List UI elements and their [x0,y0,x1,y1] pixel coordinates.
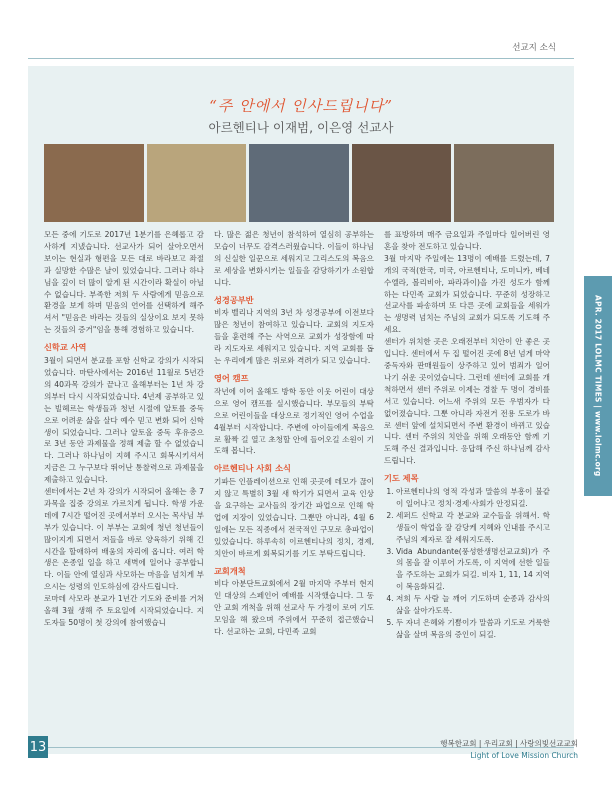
prayer-item: 2. 세퍼드 신학교 각 분교와 교수들을 위해서. 학생들이 학업을 잘 감당케 지혜와 인내를 주시고 주님의 제자로 잘 세워지도록. [396,510,550,546]
paragraph: 기파든 인플레이션으로 인해 곳곳에 데모가 끊이지 않고 특별히 3월 새 학기가 되면서 교육 인상을 요구하는 교사들의 장기간 파업으로 인해 학업에 지장이 있었습니다. 그뿐만 아니라, 4월 6일에는 모든 직종에서 전국적인 구모로 총파업이 있었습니다. 하루속히 이르헨티나의 정치, 경제, 치안이 바르게 회복되기를 기도 부탁드립니다. [214,477,374,558]
column-right [384,229,550,641]
column-middle [214,229,374,638]
footer-church-korean: 행복한교회 | 우리교회 | 사랑의빛선교교회 [440,739,578,748]
header-divider [28,58,574,59]
photo-worship-group [352,144,452,222]
photo-strip [44,144,554,222]
section-label: 선교지 소식 [512,43,556,53]
paragraph: 3월 마지막 주일에는 13명이 예배를 드렸는데, 7개의 국적(한국, 미국, 아르헨티나, 도미니카, 베네수엘라, 볼리비아, 파라과이)을 가진 성도가 함께하는 다민족 교회가 되었습니다. 꾸준히 성장하고 선교사를 파송하며 또 다른 곳에 교회들을 세워가는 생명력 넘치는 주님의 교회가 되도록 기도해 주세요. [384,253,550,335]
section-heading: 기도 제목 [384,473,419,484]
photo-bible-study [44,144,144,222]
paragraph: 3월이 되면서 분교를 포함 신학교 강의가 시작되었습니다. 마탄사에서는 2016년 11월로 5년간의 40과목 강의가 끝나고 올해부터는 1년 차 강의부터 다시 시작되었습니다. 4년제 공부하고 있는 빌헤르는 학생들과 청년 시절에 알토를 중독으로 어려운 삶을 살다 예수 믿고 변화 되어 신학생이 되었습니다. 그러나 알토올 중독 후유증으로 3년 동안 과제물을 정해 제출 할 수 없었습니다. 그러나 하나님이 지혜 주시고 회복시키셔서 지금은 그 누구보다 뛰어난 통찰력으로 과제물을 제출하고 있습니다. [44,356,204,485]
paragraph: 모든 중에 기도로 2017년 1분기를 은혜롭고 감사하게 지냈습니다. 선교사가 되어 살아오면서 보이는 현실과 형편을 모든 대로 바라보고 좌절과 실망한 수많은 날이 있었습니다. 그러나 하나님을 깊이 더 많이 알게 된 시간이라 확실이 아닐 수 없습니다. 부족한 저희 두 사람에게 믿음으로 환경을 보게 하며 믿음의 언어를 선택하게 해주셔서 "믿음은 바라는 것들의 실상이요 보지 못하는 것들의 증거"임을 통해 경험하고 있습니다. [44,230,204,335]
article-title: “주 안에서 인사드립니다” [209,97,393,115]
section-heading: 교회개척 [214,565,246,576]
page-number: 13 [28,736,48,758]
paragraph: 비자 벨리나 지역의 3년 차 성경공부에 이전보다 많은 청년이 참여하고 있습니다. 교회의 지도자들을 훈련해 주는 사역으로 교회가 성장함에 따라 지도자로 세워지고 있습니다. 지역 교회를 돕는 우리에게 많은 위로와 격려가 되고 있습니다. [214,308,374,366]
section-heading: 영어 캠프 [214,372,249,383]
paragraph: 다. 많은 젊은 청년이 참석하여 열심히 공부하는 모습이 너무도 감격스러웠습니다. 이들이 하나님의 신실한 일꾼으로 세워지고 그리스도의 복음으로 세상을 변화시키는 일들을 감당하기가 소원합니다. [214,230,374,287]
issue-side-text: APR. 2017 LOLMC TIMES | www.lolmc.org [593,295,603,477]
photo-street-rally [147,144,247,222]
paragraph: 를 표방하며 매주 금요일과 주일마다 일어버린 영혼을 찾아 전도하고 있습니다. [384,230,550,251]
paragraph: 센터에서는 2년 차 강의가 시작되어 올해는 총 7과목을 집중 강의로 가르치게 됩니다. 학생 가운데에 7시간 떨어진 곳에서부터 오시는 목사님 부부가 있습니다. 이 부부는 교회에 청년 청년들이 많이지게 되면서 저들을 바로 양육하기 위해 긴 시간을 할애하여 배움의 자리에 옵니다. 여러 학생은 온종일 일을 하고 새벽에 일어나 공부합니다. 이들 안에 열심과 사모하는 마음을 넘치게 부으시는 성령의 인도하심에 감사드립니다. [44,487,204,592]
paragraph: 작년에 이어 올해도 방학 동안 이웃 어린이 대상으로 영어 캠프를 실시했습니다. 부모들의 부탁으로 어린이들을 대상으로 정기적인 영어 수업을 4월부터 시작합니다. 주변에 아이들에게 복음으로 활짝 길 열고 초청할 안에 들어오길 소원이 기도해 봅니다. [214,386,374,456]
prayer-item: 5. 두 자녀 은혜와 기쁨이가 말씀과 기도로 거룩한 삶을 살며 복음의 증인이 되길. [396,617,550,641]
prayer-item: 3. Vida Abundante(풍성한생명선교교회)가 주의 몸을 잘 이루어 가도록, 이 지역에 선한 일들을 주도하는 교회가 되길. 비자 1, 11, 14 지역이 복음화되길. [396,546,550,594]
paragraph: 센터가 위치한 곳은 오래전부터 치안이 안 좋은 곳입니다. 센터에서 두 집 떨어진 곳에 8년 넘게 마약 중독자와 판매원들이 상주하고 있어 범죄가 일어나기 쉬운 곳이었습니다. 그런데 센터에 교회를 개척하면서 센터 주위로 이제는 경찰 두 명이 경비를 서고 있습니다. 어느새 주위의 모든 우범자가 다 없어졌습니다. 그뿐 아니라 자전거 전용 도로가 바로 센터 앞에 설치되면서 주변 환경이 바뀌고 있습니다. 센터 주위의 치안을 위해 오래동안 함께 기도해 주신 결과입니다. 응답해 주신 하나님께 감사드립니다. [384,337,550,466]
article-subtitle: 아르헨티나 이재범, 이은영 선교사 [208,120,394,135]
photo-missionary-couple [454,144,554,222]
section-heading: 신학교 사역 [44,342,87,353]
footer-church-english: Light of Love Mission Church [470,751,578,760]
section-heading: 아르헨티나 사회 소식 [214,463,291,474]
paragraph: 비다 아분단트교회에서 2월 마지막 주부터 현지인 대상의 스페인어 예배를 시작했습니다. 그 동안 교회 개척을 위해 선교사 두 가정이 로여 기도 모임을 해 왔으며 주위에서 꾸준히 접근했습니다. 선교하는 교회, 다민족 교회 [214,579,374,637]
photo-children [249,144,349,222]
paragraph: 로마데 사모라 분교가 1년간 기도와 준비를 거쳐 올해 3월 생해 주 토요일에 시작되었습니다. 지도자들 50명이 첫 강의에 참여했습니 [44,594,204,627]
prayer-item: 4. 저희 두 사람 늘 깨어 기도하며 순종과 감사의 삶을 살아가도록. [396,593,550,617]
prayer-item: 1. 아르헨티나의 영적 각성과 말씀의 부흥이 불같이 일어나고 정치·경제·사회가 안정되길. [396,486,550,510]
issue-side-tab [584,276,612,496]
column-left [44,229,204,629]
prayer-list [384,486,550,641]
section-heading: 성경공부반 [214,294,254,305]
